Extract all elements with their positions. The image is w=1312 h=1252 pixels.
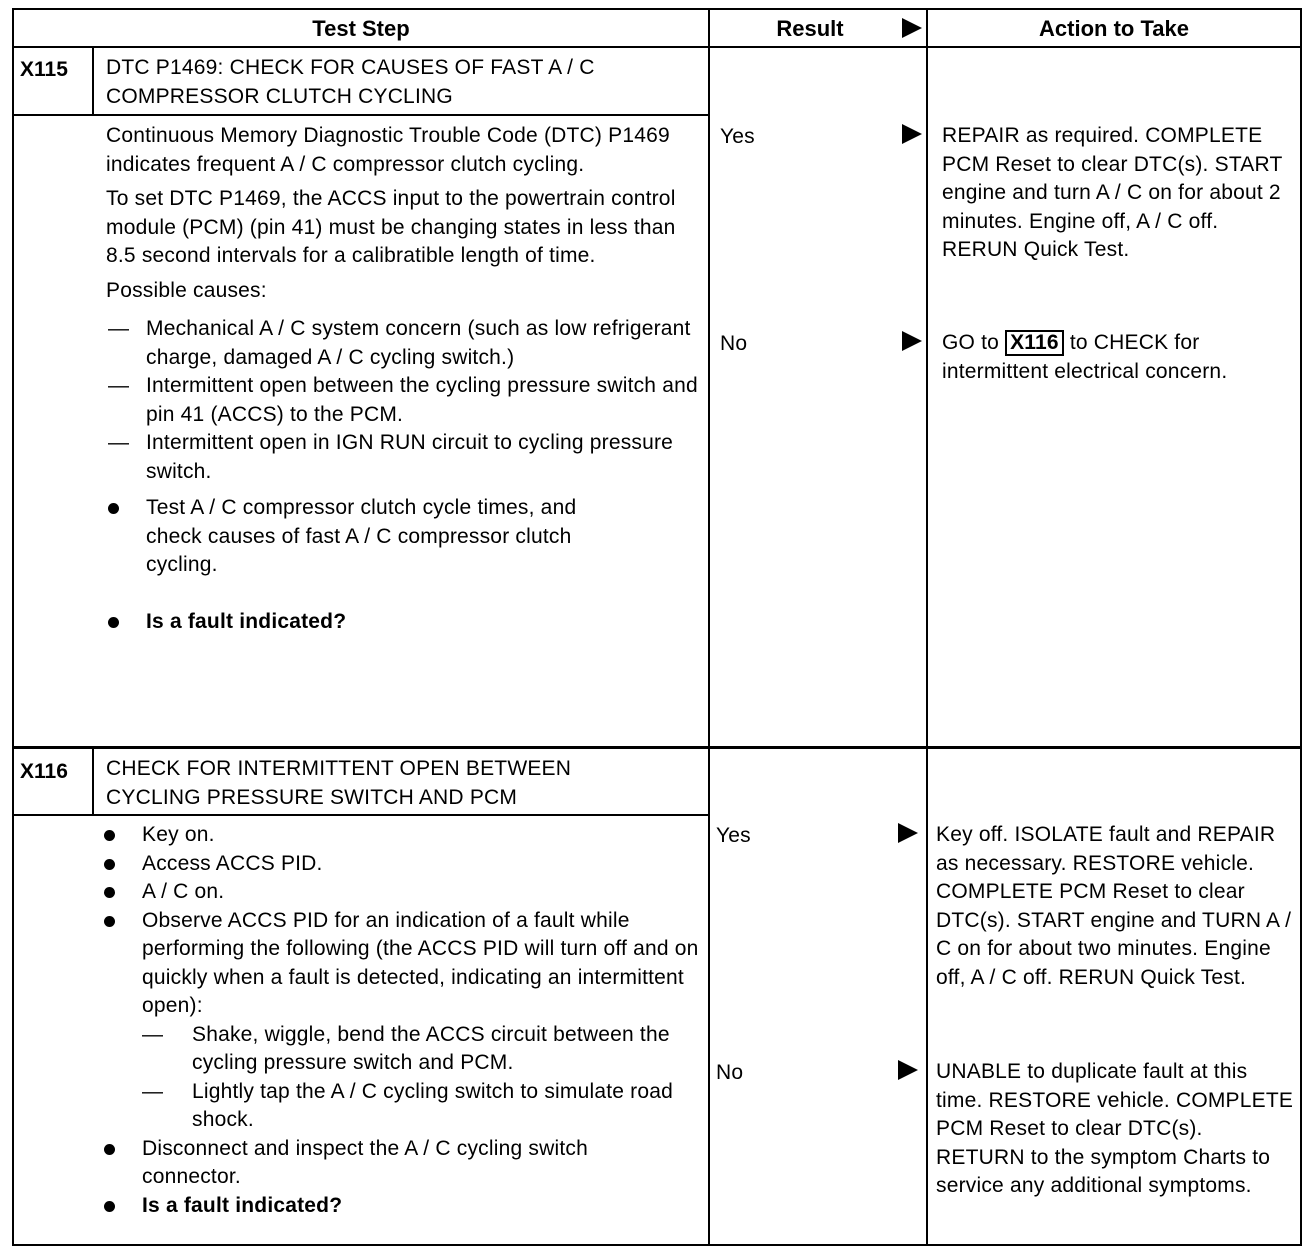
result-yes-x115: Yes	[720, 125, 755, 148]
header-rule	[14, 46, 1300, 48]
step-id-x115: X115	[20, 58, 68, 81]
col-divider-action	[926, 10, 928, 1244]
instruction-bullet: Key on.	[102, 821, 702, 850]
header-test-step: Test Step	[312, 16, 410, 41]
id-divider-x116	[92, 749, 94, 814]
col-divider-result	[708, 10, 710, 1244]
action-yes-x115: REPAIR as required. COMPLETE PCM Reset to clear DTC(s). START engine and turn A / C on for about 2 minutes. Engine off, A / C off. RERUN Quick Test.	[942, 124, 1283, 261]
step-body-x116	[102, 821, 702, 1220]
action-prefix: GO to	[942, 331, 1000, 354]
cause-item: — Intermittent open between the cycling pressure switch and pin 41 (ACCS) to the PCM.	[106, 372, 698, 429]
action-no-x116: UNABLE to duplicate fault at this time. RESTORE vehicle. COMPLETE PCM Reset to clear DTC(s). RETURN to the symptom Charts to service any additional symptoms.	[936, 1060, 1294, 1197]
diagnostic-table	[12, 8, 1302, 1246]
section-rule	[14, 746, 1300, 749]
instruction-bullet: Disconnect and inspect the A / C cycling switch connector.	[102, 1135, 702, 1192]
header-arrow-icon	[902, 18, 922, 38]
header-result: Result	[776, 16, 844, 41]
action-suffix: to CHECK for intermittent electrical concern.	[942, 331, 1228, 383]
result-arrow-icon	[898, 823, 918, 843]
sub-item: — Shake, wiggle, bend the ACCS circuit between the cycling pressure switch and PCM.	[102, 1021, 702, 1078]
trigger-paragraph: To set DTC P1469, the ACCS input to the powertrain control module (PCM) (pin 41) must be changing states in less than 8.5 second intervals for a calibratible length of time.	[106, 187, 676, 267]
result-arrow-icon	[898, 1060, 918, 1080]
result-yes-x116: Yes	[716, 824, 751, 847]
action-yes-x116: Key off. ISOLATE fault and REPAIR as necessary. RESTORE vehicle. COMPLETE PCM Reset to clear DTC(s). START engine and TURN A / C on for about two minutes. Engine off, A / C off. RERUN Quick Test.	[936, 823, 1292, 989]
step-title-x115	[106, 54, 706, 111]
instruction-bullet: Test A / C compressor clutch cycle times, and check causes of fast A / C compressor clutch cycling.	[106, 494, 698, 580]
action-no-x115	[942, 329, 1296, 386]
step-title-line: COMPRESSOR CLUTCH CYCLING	[106, 84, 453, 108]
result-no-x116: No	[716, 1061, 744, 1084]
result-arrow-icon	[902, 331, 922, 351]
step-title-x116	[106, 755, 706, 812]
sub-item: — Lightly tap the A / C cycling switch to simulate road shock.	[102, 1078, 702, 1135]
title-rule-x115	[14, 114, 708, 116]
result-arrow-icon	[902, 124, 922, 144]
id-divider-x115	[92, 48, 94, 114]
instruction-bullet: A / C on.	[102, 878, 702, 907]
instruction-bullet: Observe ACCS PID for an indication of a fault while performing the following (the ACCS PID will turn off and on quickly when a fault is detected, indicating an intermittent open):	[102, 907, 702, 1021]
causes-heading: Possible causes:	[106, 278, 267, 302]
step-body-x115	[106, 122, 698, 636]
cause-item: — Intermittent open in IGN RUN circuit to cycling pressure switch.	[106, 429, 698, 486]
header-action: Action to Take	[1039, 16, 1189, 41]
instruction-bullet: Access ACCS PID.	[102, 850, 702, 879]
cause-item: — Mechanical A / C system concern (such as low refrigerant charge, damaged A / C cycling switch.)	[106, 315, 698, 372]
result-no-x115: No	[720, 332, 748, 355]
title-rule-x116	[14, 814, 708, 816]
question-bullet: Is a fault indicated?	[106, 608, 698, 637]
intro-paragraph: Continuous Memory Diagnostic Trouble Code (DTC) P1469 indicates frequent A / C compressor clutch cycling.	[106, 124, 670, 176]
question-bullet: Is a fault indicated?	[102, 1192, 702, 1221]
step-title-line: CYCLING PRESSURE SWITCH AND PCM	[106, 785, 518, 809]
step-title-line: DTC P1469: CHECK FOR CAUSES OF FAST A / C	[106, 56, 595, 79]
step-id-x116: X116	[20, 760, 68, 783]
step-link-x116[interactable]: X116	[1005, 330, 1064, 356]
step-title-line: CHECK FOR INTERMITTENT OPEN BETWEEN	[106, 757, 572, 780]
